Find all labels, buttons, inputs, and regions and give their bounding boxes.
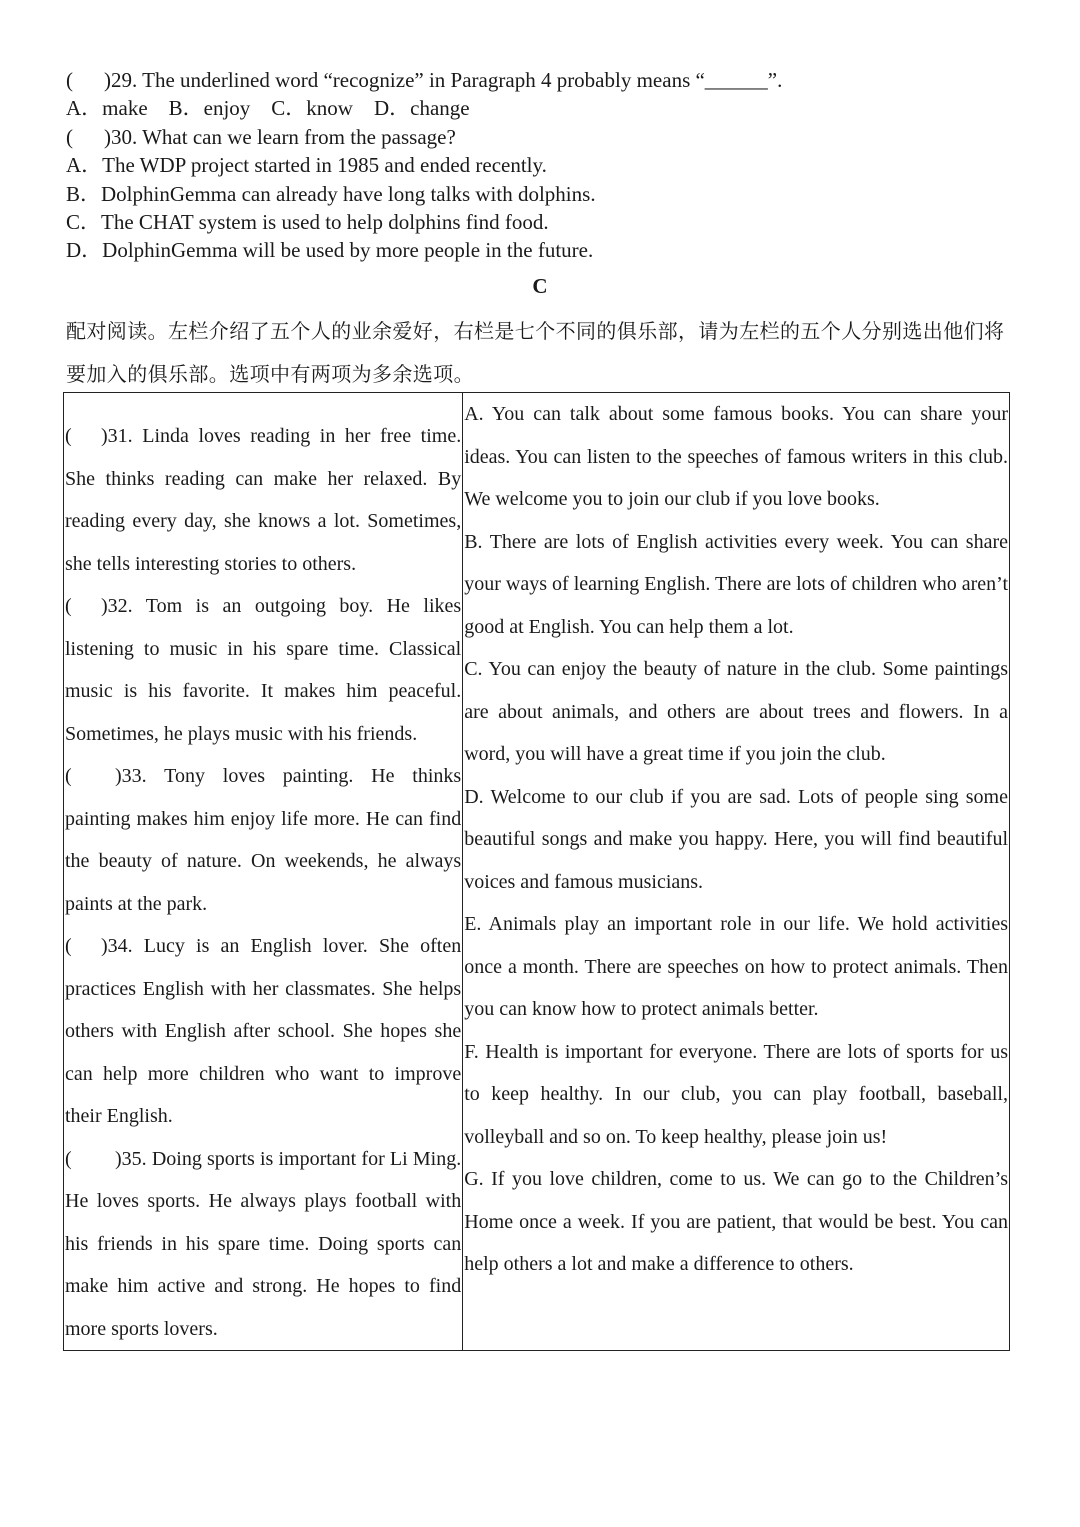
question-block bbox=[66, 66, 1016, 265]
person-31 bbox=[65, 415, 461, 585]
question-30 bbox=[66, 123, 1016, 151]
person-31-text: )31. Linda loves reading in her free time. She thinks reading can make her relaxed. By reading every day, she knows a lot. Sometimes, she tells interesting stories to others. bbox=[65, 425, 462, 575]
question-30-option-d: D．DolphinGemma will be used by more people in the future. bbox=[66, 238, 594, 263]
matching-table bbox=[63, 392, 1010, 1351]
person-32-text: )32. Tom is an outgoing boy. He likes listening to music in his spare time. Classical music is his favorite. It makes him peaceful. Sometimes, he plays music with his friends. bbox=[65, 595, 462, 745]
clubs-column bbox=[463, 393, 1010, 1351]
matching-row bbox=[64, 393, 1010, 1351]
section-heading: C bbox=[532, 274, 548, 298]
question-29 bbox=[66, 66, 1016, 94]
section-instructions bbox=[66, 310, 1016, 395]
person-34-text: )34. Lucy is an English lover. She often practices English with her classmates. She helps others with English after school. She hopes she can help more children who want to improve their English. bbox=[65, 935, 462, 1127]
club-g: G. If you love children, come to us. We can go to the Children’s Home once a week. If you are patient, that would be best. You can help others a lot and make a difference to others. bbox=[464, 1168, 1008, 1275]
question-29-options: A．make B．enjoy C．know D．change bbox=[66, 96, 470, 121]
question-29-text: )29. The underlined word “recognize” in Paragraph 4 probably means “______”. bbox=[104, 68, 783, 92]
answer-blank-33[interactable]: ( bbox=[65, 765, 72, 787]
club-d: D. Welcome to our club if you are sad. Lots of people sing some beautiful songs and make you happy. Here, you will find beautiful voices and famous musicians. bbox=[464, 785, 1008, 893]
question-30-option-a: A．The WDP project started in 1985 and ended recently. bbox=[66, 153, 547, 178]
person-32 bbox=[65, 585, 461, 755]
question-30-option-b: B．DolphinGemma can already have long talks with dolphins. bbox=[66, 181, 596, 206]
person-35 bbox=[65, 1138, 461, 1351]
people-column bbox=[64, 393, 463, 1351]
club-f: F. Health is important for everyone. There are lots of sports for us to keep healthy. In our club, you can play football, baseball, volleyball and so on. To keep healthy, please join us! bbox=[464, 1040, 1008, 1148]
club-c: C. You can enjoy the beauty of nature in the club. Some paintings are about animals, and others are about trees and flowers. In a word, you will have a great time if you join the club. bbox=[464, 658, 1008, 765]
instructions-text: 配对阅读。左栏介绍了五个人的业余爱好，右栏是七个不同的俱乐部，请为左栏的五个人分别选出他们将要加入的俱乐部。选项中有两项为多余选项。 bbox=[66, 319, 1005, 386]
person-35-text: )35. Doing sports is important for Li Ming. He loves sports. He always plays football with his friends in his spare time. Doing sports can make him active and strong. He hopes to find more sports lovers. bbox=[65, 1147, 462, 1340]
club-a: A. You can talk about some famous books. You can share your ideas. You can listen to the speeches of famous writers in this club. We welcome you to join our club if you love books. bbox=[464, 403, 1008, 510]
answer-blank-34[interactable]: ( bbox=[65, 935, 72, 957]
question-30-text: )30. What can we learn from the passage? bbox=[104, 124, 456, 149]
person-33-text: )33. Tony loves painting. He thinks painting makes him enjoy life more. He can find the beauty of nature. On weekends, he always paints at the park. bbox=[65, 765, 462, 915]
answer-blank-29[interactable]: ( bbox=[66, 68, 73, 92]
club-b: B. There are lots of English activities every week. You can share your ways of learning English. There are lots of children who aren’t good at English. You can help them a lot. bbox=[464, 530, 1008, 638]
answer-blank-31[interactable]: ( bbox=[65, 425, 72, 447]
person-34 bbox=[65, 925, 461, 1138]
question-30-option-c: C．The CHAT system is used to help dolphins find food. bbox=[66, 210, 549, 235]
answer-blank-32[interactable]: ( bbox=[65, 595, 72, 617]
answer-blank-35[interactable]: ( bbox=[65, 1147, 72, 1170]
answer-blank-30[interactable]: ( bbox=[66, 124, 73, 149]
club-e: E. Animals play an important role in our life. We hold activities once a month. There are speeches on how to protect animals. Then you can know how to protect animals better. bbox=[464, 913, 1008, 1020]
person-33 bbox=[65, 755, 461, 925]
